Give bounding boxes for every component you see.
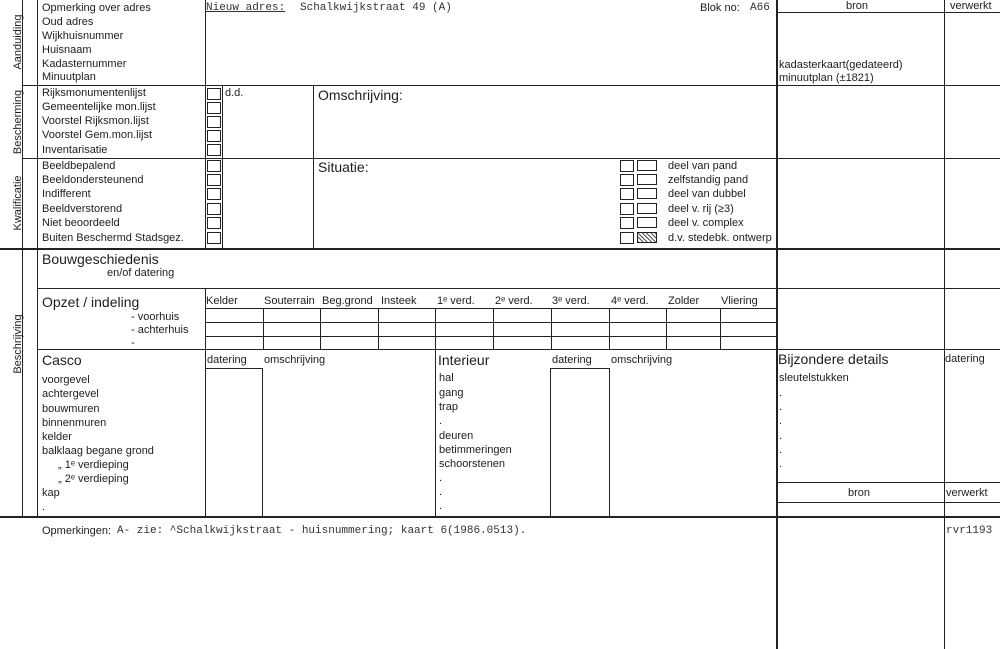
bijzondere-item: .	[779, 458, 783, 470]
interieur-datering-header: datering	[552, 354, 592, 366]
dd-label: d.d.	[225, 87, 244, 99]
verwerkt-header: verwerkt	[950, 0, 992, 12]
bijzondere-details-label: Bijzondere details	[778, 351, 889, 367]
casco-item: .	[42, 501, 46, 513]
aanduiding-item: Huisnaam	[42, 44, 92, 56]
situatie-checkbox[interactable]	[620, 160, 634, 172]
floor-header: 2ᵉ verd.	[495, 295, 533, 307]
opmerkingen-label: Opmerkingen:	[42, 525, 112, 537]
aanduiding-item: Minuutplan	[42, 71, 96, 83]
opzet-row-label: - voorhuis	[131, 311, 180, 323]
casco-label: Casco	[42, 352, 82, 368]
bescherming-checkbox[interactable]	[207, 88, 221, 100]
interieur-item: hal	[439, 372, 454, 384]
floor-header: Kelder	[206, 295, 238, 307]
casco-item: „ 2ᵉ verdieping	[58, 473, 129, 485]
blok-value: A66	[750, 2, 770, 14]
kwalificatie-item: Beeldbepalend	[42, 160, 116, 172]
bescherming-checkbox[interactable]	[207, 130, 221, 142]
section-label-kwalificatie: Kwalificatie	[12, 175, 24, 231]
interieur-item: .	[439, 486, 443, 498]
kwalificatie-checkbox[interactable]	[207, 188, 221, 200]
bescherming-checkbox[interactable]	[207, 144, 221, 156]
kwalificatie-item: Beeldondersteunend	[42, 174, 144, 186]
casco-omschrijving-header: omschrijving	[264, 354, 326, 366]
bescherming-item: Inventarisatie	[42, 144, 108, 156]
archive-code: rvr1193	[946, 525, 993, 537]
casco-item: voorgevel	[42, 374, 90, 386]
situatie-option: deel van pand	[668, 160, 738, 172]
deel-v-rij-icon	[637, 203, 657, 214]
floor-header: 1ᵉ verd.	[437, 295, 475, 307]
section-label-beschrijving: Beschrijving	[12, 314, 24, 374]
bescherming-item: Voorstel Gem.mon.lijst	[42, 129, 153, 141]
kwalificatie-checkbox[interactable]	[207, 217, 221, 229]
situatie-option: deel v. rij (≥3)	[668, 203, 734, 215]
interieur-item: betimmeringen	[439, 444, 512, 456]
floor-header: Souterrain	[264, 295, 315, 307]
bescherming-item: Rijksmonumentenlijst	[42, 87, 146, 99]
situatie-option: d.v. stedebk. ontwerp	[668, 232, 772, 244]
bijzondere-item: .	[779, 387, 783, 399]
casco-item: kelder	[42, 431, 72, 443]
situatie-checkbox[interactable]	[620, 188, 634, 200]
bijzondere-item: .	[779, 444, 783, 456]
casco-item: kap	[42, 487, 60, 499]
situatie-checkbox[interactable]	[620, 203, 634, 215]
stedebk-ontwerp-icon	[637, 232, 657, 243]
casco-item: „ 1ᵉ verdieping	[58, 459, 129, 471]
situatie-checkbox[interactable]	[620, 232, 634, 244]
bijzondere-item: .	[779, 415, 783, 427]
kwalificatie-item: Niet beoordeeld	[42, 217, 120, 229]
opzet-row-label: - achterhuis	[131, 324, 189, 336]
bijzondere-item: .	[779, 401, 783, 413]
casco-item: binnenmuren	[42, 417, 107, 429]
section-label-bescherming: Bescherming	[12, 89, 24, 155]
bijzondere-item: sleutelstukken	[779, 372, 849, 384]
casco-datering-header: datering	[207, 354, 247, 366]
aanduiding-item: Kadasternummer	[42, 58, 127, 70]
bron-footer-header: bron	[848, 487, 871, 499]
aanduiding-item: Wijkhuisnummer	[42, 30, 124, 42]
bijzondere-datering-header: datering	[945, 353, 985, 365]
datering-sub-label: en/of datering	[107, 267, 175, 279]
bescherming-item: Voorstel Rijksmon.lijst	[42, 115, 149, 127]
kwalificatie-checkbox[interactable]	[207, 160, 221, 172]
zelfstandig-pand-icon	[637, 174, 657, 185]
kwalificatie-item: Beeldverstorend	[42, 203, 123, 215]
kwalificatie-item: Buiten Beschermd Stadsgez.	[42, 232, 184, 244]
interieur-item: gang	[439, 387, 464, 399]
floor-header: 4ᵉ verd.	[611, 295, 649, 307]
floor-header: 3ᵉ verd.	[552, 295, 590, 307]
casco-item: bouwmuren	[42, 403, 100, 415]
new-address-value: Schalkwijkstraat 49 (A)	[300, 2, 452, 14]
situatie-option: zelfstandig pand	[668, 174, 749, 186]
aanduiding-item: Oud adres	[42, 16, 94, 28]
source-kadasterkaart: kadasterkaart(gedateerd)	[779, 59, 903, 71]
deel-v-complex-icon	[637, 217, 657, 228]
deel-van-dubbel-icon	[637, 188, 657, 199]
new-address-label: Nieuw adres:	[206, 2, 286, 14]
interieur-item: trap	[439, 401, 458, 413]
blok-label: Blok no:	[700, 2, 740, 14]
verwerkt-footer-header: verwerkt	[946, 487, 988, 499]
kwalificatie-checkbox[interactable]	[207, 232, 221, 244]
interieur-label: Interieur	[438, 352, 490, 368]
source-minuutplan: minuutplan (±1821)	[779, 72, 874, 84]
interieur-item: .	[439, 415, 443, 427]
situatie-checkbox[interactable]	[620, 174, 634, 186]
interieur-item: deuren	[439, 430, 474, 442]
bescherming-checkbox[interactable]	[207, 116, 221, 128]
opmerkingen-value: A- zie: ^Schalkwijkstraat - huisnummering; kaart 6(1986.0513).	[117, 525, 527, 537]
opzet-row-label: -	[131, 337, 135, 349]
situatie-option: deel van dubbel	[668, 188, 746, 200]
floor-header: Vliering	[721, 295, 758, 307]
bron-header: bron	[846, 0, 869, 12]
casco-item: balklaag begane grond	[42, 445, 154, 457]
omschrijving-label: Omschrijving:	[318, 87, 403, 103]
floor-header: Insteek	[381, 295, 417, 307]
bijzondere-item: .	[779, 430, 783, 442]
casco-item: achtergevel	[42, 388, 99, 400]
situatie-checkbox[interactable]	[620, 217, 634, 229]
interieur-item: .	[439, 500, 443, 512]
kwalificatie-checkbox[interactable]	[207, 203, 221, 215]
deel-van-pand-icon	[637, 160, 657, 171]
bescherming-checkbox[interactable]	[207, 102, 221, 114]
interieur-item: .	[439, 472, 443, 484]
section-label-aanduiding: Aanduiding	[12, 14, 24, 70]
floor-header: Zolder	[668, 295, 700, 307]
situatie-label: Situatie:	[318, 159, 369, 175]
interieur-item: schoorstenen	[439, 458, 506, 470]
floor-header: Beg.grond	[322, 295, 373, 307]
situatie-option: deel v. complex	[668, 217, 744, 229]
kwalificatie-item: Indifferent	[42, 188, 91, 200]
kwalificatie-checkbox[interactable]	[207, 174, 221, 186]
opzet-label: Opzet / indeling	[42, 294, 140, 310]
bouwgeschiedenis-label: Bouwgeschiedenis	[42, 251, 159, 267]
aanduiding-item: Opmerking over adres	[42, 2, 151, 14]
interieur-omschrijving-header: omschrijving	[611, 354, 673, 366]
bescherming-item: Gemeentelijke mon.lijst	[42, 101, 156, 113]
